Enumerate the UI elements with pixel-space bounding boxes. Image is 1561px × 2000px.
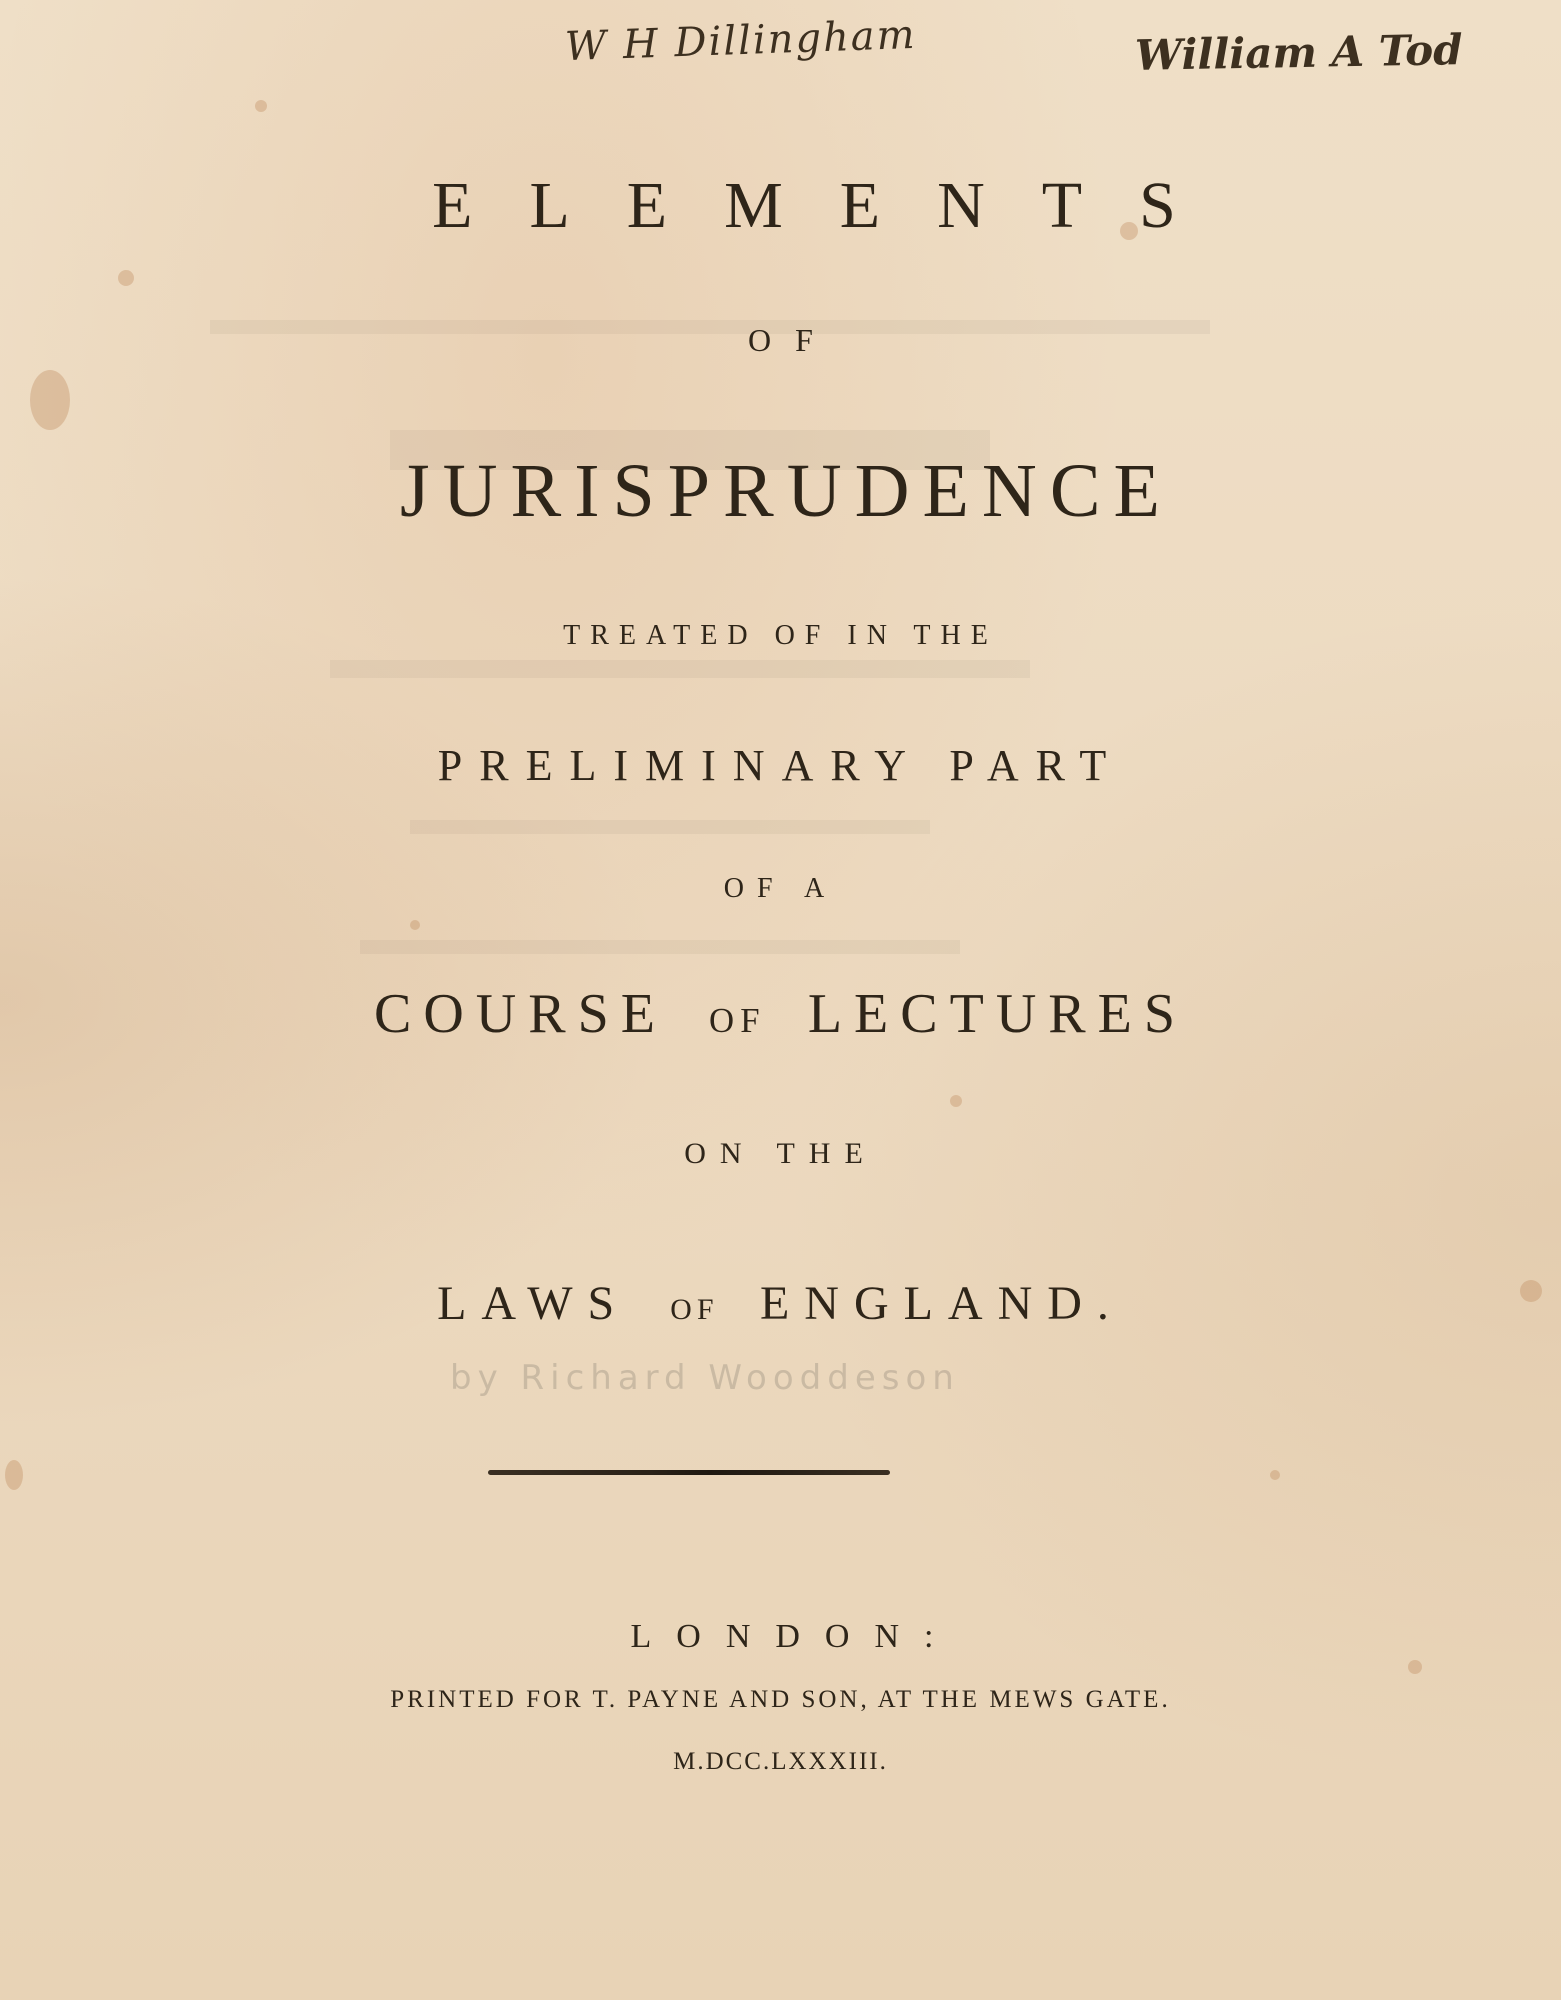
foxing-spot	[1270, 1470, 1280, 1480]
title-preliminary-part: PRELIMINARY PART	[437, 741, 1124, 790]
title-course-of: OF	[708, 1001, 766, 1040]
ornamental-rule	[488, 1470, 890, 1475]
signature-right: William A Tod	[1134, 25, 1463, 80]
title-laws-of-england	[0, 1276, 1561, 1331]
foxing-spot	[1408, 1660, 1422, 1674]
title-on-the: ON THE	[684, 1137, 877, 1170]
title-lectures: LECTURES	[807, 983, 1187, 1045]
title-of-a: OF A	[723, 873, 838, 904]
title-laws-of: OF	[670, 1293, 719, 1326]
title-england: ENGLAND.	[759, 1277, 1124, 1330]
imprint-printer: PRINTED FOR T. PAYNE AND SON, AT THE MEWS GATE.	[390, 1686, 1171, 1713]
title-of: OF	[748, 322, 837, 358]
title-jurisprudence: JURISPRUDENCE	[400, 449, 1173, 533]
foxing-spot	[255, 100, 267, 112]
imprint-year: M.DCC.LXXXIII.	[673, 1748, 888, 1775]
title-course-of-lectures	[0, 982, 1561, 1046]
pencil-attribution: by Richard Wooddeson	[450, 1358, 960, 1398]
foxing-spot	[30, 370, 70, 430]
title-course: COURSE	[374, 983, 667, 1045]
signature-left: W H Dillingham	[564, 11, 918, 71]
foxing-spot	[118, 270, 134, 286]
foxing-spot	[950, 1095, 962, 1107]
show-through-ghost	[210, 300, 1230, 1020]
title-treated-of-in-the: TREATED OF IN THE	[563, 620, 998, 651]
title-laws: LAWS	[437, 1277, 630, 1330]
imprint-london: LONDON:	[630, 1618, 959, 1655]
title-elements: ELEMENTS	[432, 169, 1233, 242]
foxing-spot	[5, 1460, 23, 1490]
